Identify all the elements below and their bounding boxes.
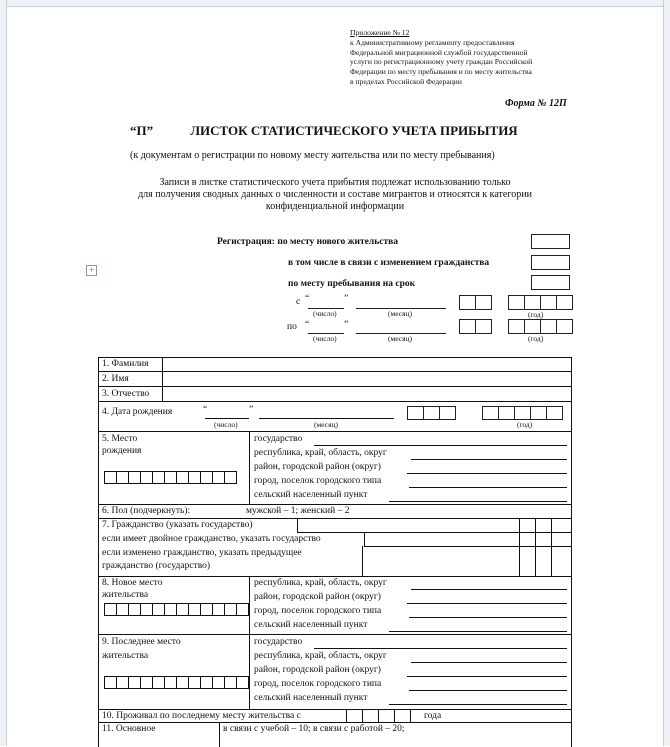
confidentiality-notice bbox=[100, 177, 570, 213]
from-hour-cells[interactable] bbox=[459, 295, 491, 310]
appendix-line: к Административному регламенту предоставления bbox=[350, 37, 515, 47]
caption-month: (месяц) bbox=[388, 309, 413, 318]
row-new-residence-label: 8. Новое место bbox=[102, 578, 163, 588]
last-residence-village-label: сельский населенный пункт bbox=[254, 693, 368, 703]
table-move-handle-icon[interactable]: + bbox=[86, 265, 97, 276]
quote-open: “ bbox=[203, 405, 208, 415]
registration-citizenship-label: в том числе в связи с изменением гражданства bbox=[288, 258, 490, 268]
caption-year: (год) bbox=[528, 310, 544, 319]
new-residence-district-label: район, городской район (округ) bbox=[254, 592, 381, 602]
document-subtitle: (к документам о регистрации по новому месту жительства или по месту пребывания) bbox=[130, 150, 495, 161]
birthplace-city-label: город, поселок городского типа bbox=[254, 476, 382, 486]
new-residence-region-field[interactable] bbox=[411, 589, 567, 590]
new-residence-code-cells[interactable] bbox=[104, 603, 248, 616]
birth-month-field[interactable] bbox=[259, 418, 394, 419]
title-text: ЛИСТОК СТАТИСТИЧЕСКОГО УЧЕТА ПРИБЫТИЯ bbox=[190, 123, 518, 138]
row-sex-label: 6. Пол (подчеркнуть): bbox=[102, 506, 191, 516]
birthplace-region-label: республика, край, область, округ bbox=[254, 448, 387, 458]
last-residence-region-label: республика, край, область, округ bbox=[254, 651, 387, 661]
last-residence-city-field[interactable] bbox=[409, 690, 567, 691]
appendix-line: Федеральной миграционной службой государственной bbox=[350, 47, 528, 57]
appendix-line: Приложение № 12 bbox=[350, 28, 410, 37]
date-to-label bbox=[287, 322, 297, 332]
last-residence-region-field[interactable] bbox=[411, 662, 567, 663]
window-left-border bbox=[0, 0, 7, 746]
row-birthdate-label: 4. Дата рождения bbox=[102, 407, 173, 417]
caption-year: (год) bbox=[517, 420, 533, 429]
appendix-header bbox=[350, 28, 590, 87]
row-birthplace-label: 5. Место bbox=[102, 434, 138, 444]
birthplace-district-label: район, городской район (округ) bbox=[254, 462, 381, 472]
birth-year-cells[interactable] bbox=[482, 406, 562, 420]
birthplace-code-cells[interactable] bbox=[104, 471, 236, 484]
appendix-line: услуги по регистрационному учету граждан Российской bbox=[350, 57, 533, 67]
row-reason-label: 11. Основное bbox=[102, 724, 156, 734]
row-patronymic-label: 3. Отчество bbox=[102, 389, 150, 399]
date-from-label bbox=[296, 297, 300, 307]
new-residence-city-label: город, поселок городского типа bbox=[254, 606, 382, 616]
row-lived-since-label: 10. Проживал по последнему месту жительства с bbox=[102, 711, 301, 721]
registration-new-residence-box[interactable] bbox=[531, 234, 570, 249]
registration-citizenship-box[interactable] bbox=[531, 255, 570, 270]
row-dual-citizenship-label: если имеет двойное гражданство, указать государство bbox=[102, 534, 321, 544]
last-residence-village-field[interactable] bbox=[389, 704, 567, 705]
caption-month: (месяц) bbox=[388, 334, 413, 343]
birthplace-city-field[interactable] bbox=[409, 487, 567, 488]
birthplace-village-label: сельский населенный пункт bbox=[254, 490, 368, 500]
quote-open: “ bbox=[305, 320, 310, 330]
row-last-residence-label: 9. Последнее место bbox=[102, 637, 181, 647]
dual-citizenship-field[interactable] bbox=[364, 546, 571, 547]
window-right-border bbox=[663, 0, 670, 746]
last-residence-state-label: государство bbox=[254, 637, 303, 647]
row-birthplace-label-2: рождения bbox=[102, 446, 142, 456]
last-residence-district-field[interactable] bbox=[407, 676, 567, 677]
to-hour-cells[interactable] bbox=[459, 319, 491, 334]
quote-close: ” bbox=[344, 294, 349, 304]
birthplace-village-field[interactable] bbox=[389, 501, 567, 502]
last-residence-district-label: район, городской район (округ) bbox=[254, 665, 381, 675]
quote-close: ” bbox=[344, 320, 349, 330]
to-year-cells[interactable] bbox=[508, 319, 572, 334]
new-residence-village-field[interactable] bbox=[389, 631, 567, 632]
new-residence-city-field[interactable] bbox=[409, 617, 567, 618]
caption-year: (год) bbox=[528, 334, 544, 343]
row-last-residence-label-2: жительства bbox=[102, 651, 149, 661]
birth-hour-cells[interactable] bbox=[407, 406, 455, 420]
caption-day: (число) bbox=[313, 334, 337, 343]
row-lived-since-suffix: года bbox=[424, 711, 442, 721]
new-residence-district-field[interactable] bbox=[407, 603, 567, 604]
row-surname-label: 1. Фамилия bbox=[102, 359, 149, 369]
notice-line: для получения сводных данных о численности и составе мигрантов и относятся к категории bbox=[138, 189, 532, 200]
new-residence-region-label: республика, край, область, округ bbox=[254, 578, 387, 588]
reason-options: в связи с учебой – 10; в связи с работой – 20; bbox=[223, 724, 405, 734]
citizenship-field[interactable] bbox=[297, 532, 571, 533]
birth-day-field[interactable] bbox=[205, 418, 249, 419]
row-changed-citizenship-label-2: гражданство (государство) bbox=[102, 561, 211, 571]
new-residence-village-label: сельский населенный пункт bbox=[254, 620, 368, 630]
row-name-label: 2. Имя bbox=[102, 374, 129, 384]
birthplace-district-field[interactable] bbox=[407, 473, 567, 474]
window-top-border bbox=[0, 0, 670, 7]
document-title bbox=[130, 123, 518, 139]
caption-month: (месяц) bbox=[314, 420, 339, 429]
quote-open: “ bbox=[305, 294, 310, 304]
registration-temporary-box[interactable] bbox=[531, 275, 570, 290]
birthplace-state-field[interactable] bbox=[314, 445, 567, 446]
registration-label: Регистрация: по месту нового жительства bbox=[217, 237, 398, 247]
personal-data-table bbox=[98, 357, 572, 747]
to-prefix: по bbox=[287, 322, 297, 332]
row-changed-citizenship-label: если изменено гражданство, указать предыдущее bbox=[102, 548, 302, 558]
from-prefix: с bbox=[296, 297, 301, 307]
form-number: Форма № 12П bbox=[505, 98, 567, 109]
title-code: “П” bbox=[130, 123, 154, 138]
appendix-line: в пределах Российской Федерации bbox=[350, 76, 462, 86]
birthplace-state-label: государство bbox=[254, 434, 303, 444]
sex-options[interactable]: мужской – 1; женский – 2 bbox=[246, 506, 350, 516]
quote-close: ” bbox=[249, 405, 254, 415]
from-year-cells[interactable] bbox=[508, 295, 572, 310]
last-residence-state-field[interactable] bbox=[314, 648, 567, 649]
caption-day: (число) bbox=[214, 420, 238, 429]
last-residence-city-label: город, поселок городского типа bbox=[254, 679, 382, 689]
row-new-residence-label-2: жительства bbox=[102, 590, 149, 600]
notice-line: Записи в листке статистического учета прибытия подлежат использованию только bbox=[159, 177, 511, 188]
caption-day: (число) bbox=[313, 309, 337, 318]
birthplace-region-field[interactable] bbox=[411, 459, 567, 460]
last-residence-code-cells[interactable] bbox=[104, 676, 248, 689]
row-citizenship-label: 7. Гражданство (указать государство) bbox=[102, 520, 253, 530]
notice-line: конфиденциальной информации bbox=[265, 201, 405, 212]
registration-temporary-label: по месту пребывания на срок bbox=[288, 279, 416, 289]
appendix-line: Федерации по месту пребывания и по месту жительства bbox=[350, 67, 532, 77]
